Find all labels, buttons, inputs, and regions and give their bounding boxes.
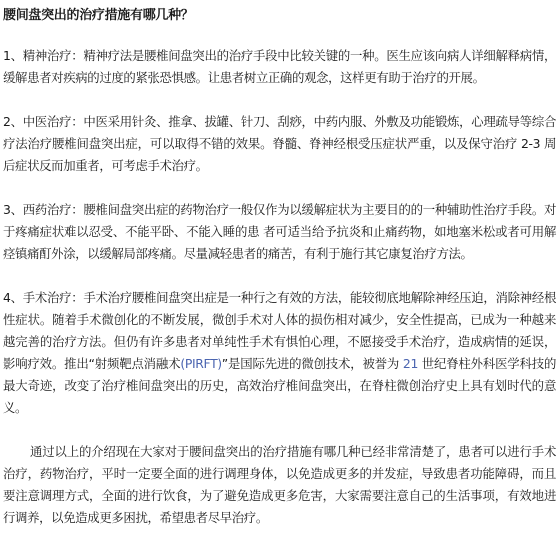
paragraph-tcm-therapy: 2、中医治疗：中医采用针灸、推拿、拔罐、针刀、刮痧，中药内服、外敷及功能锻炼，心理疏导等综合疗法治疗腰椎间盘突出症，可以取得不错的效果。脊髓、脊神经根受压症状严重，以及保守治疗 2-3 周后症状反而加重者，可考虑手术治疗。 [3,114,556,173]
article-title: 腰间盘突出的治疗措施有哪几种？ [3,8,194,23]
paragraph-psychological-therapy: 1、精神治疗：精神疗法是腰椎间盘突出的治疗手段中比较关键的一种。医生应该向病人详细解释病情，缓解患者对疾病的过度的紧张恐惧感。让患者树立正确的观念，这样更有助于治疗的开展。 [3,48,556,85]
paragraph-western-medicine: 3、西药治疗：腰椎间盘突出症的药物治疗一般仅作为以缓解症状为主要目的的一种辅助性治疗手段。对于疼痛症状难以忍受、不能平卧、不能入睡的患 者可适当给予抗炎和止痛药物，如地塞米松或者可用解痉镇痛酊外涂，以缓解局部疼痛。尽量减轻患者的痛苦，有利于施行其它康复治疗方法。 [3,202,556,261]
pirft-abbreviation: (PIRFT) [180,356,222,371]
surgery-text-part-3: 世纪脊柱外科医学科技的最大奇迹，改变了治疗椎间盘突出的历史，高效治疗椎间盘突出，在脊柱微创治疗史上具有划时代的意义。 [3,356,557,415]
surgery-text-part-2: ”是国际先进的微创技术，被誉为 [221,356,400,371]
surgery-text-part-1: 4、手术治疗：手术治疗腰椎间盘突出症是一种行之有效的方法，能较彻底地解除神经压迫，消除神经根性症状。随着手术微创化的不断发展，微创手术对人体的损伤相对减少，安全性提高，已成为一种越来越完善的治疗方法。但仍有许多患者对单纯性手术有惧怕心理，不愿接受手术治疗，造成病情的延误，影响疗效。推出“射频靶点消融术 [3,290,556,371]
paragraph-conclusion: 通过以上的介绍现在大家对于腰间盘突出的治疗措施有哪几种已经非常清楚了，患者可以进行手术治疗，药物治疗，平时一定要全面的进行调理身体，以免造成更多的并发症，导致患者功能障碍，而且要注意调理方式，全面的进行饮食，为了避免造成更多危害，大家需要注意自己的生活事项，有效地进行调养，以免造成更多困扰，希望患者尽早治疗。 [3,444,556,525]
century-number: 21 [402,356,418,371]
paragraph-surgical-therapy [3,287,556,419]
